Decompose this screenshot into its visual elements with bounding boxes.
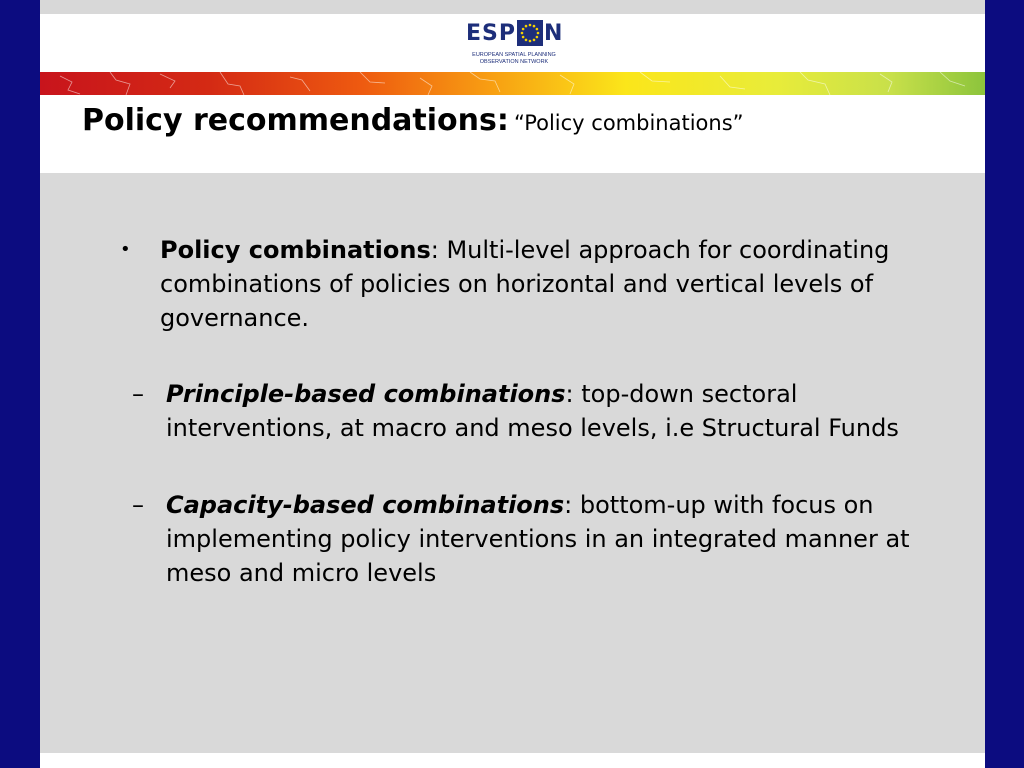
sub-bullet-marker: – [132,380,144,408]
bottom-strip [40,753,985,768]
logo-letters-left: ESP [466,20,516,46]
sub-bullet-description: : top-down sectoral interventions, at macro and meso levels, i.e Structural Funds [166,380,899,442]
logo-subtitle-line2: OBSERVATION NETWORK [479,59,549,65]
bullet-description: : Multi-level approach for coordinating combinations of policies on horizontal and vertical levels of governance. [160,236,890,332]
logo-wordmark [466,16,566,50]
bullet-text [160,233,960,335]
eu-stars-icon [517,20,543,46]
sub-bullet-term: Principle-based combinations [166,380,566,408]
sub-bullet-text [166,488,952,590]
bullet-marker: • [120,239,131,260]
europe-map-band [40,72,985,95]
title-main: Policy recommendations: [82,103,509,138]
sub-bullet-marker: – [132,491,144,519]
top-strip [40,0,985,14]
slide-title [82,103,744,138]
left-frame-bar [0,0,40,768]
content-area [40,173,985,753]
sub-bullet-description: : bottom-up with focus on implementing policy interventions in an integrated manner at meso and micro levels [166,491,910,587]
sub-bullet-text [166,377,952,445]
logo-subtitle-line1: EUROPEAN SPATIAL PLANNING [472,52,556,58]
sub-bullet-term: Capacity-based combinations [166,491,565,519]
logo-subtitle [466,52,562,66]
right-frame-bar [985,0,1024,768]
logo-letters-right: N [544,20,564,46]
bullet-term: Policy combinations [160,236,431,264]
title-sub: “Policy combinations” [513,111,744,135]
title-area [40,95,985,173]
espon-logo [466,16,566,68]
